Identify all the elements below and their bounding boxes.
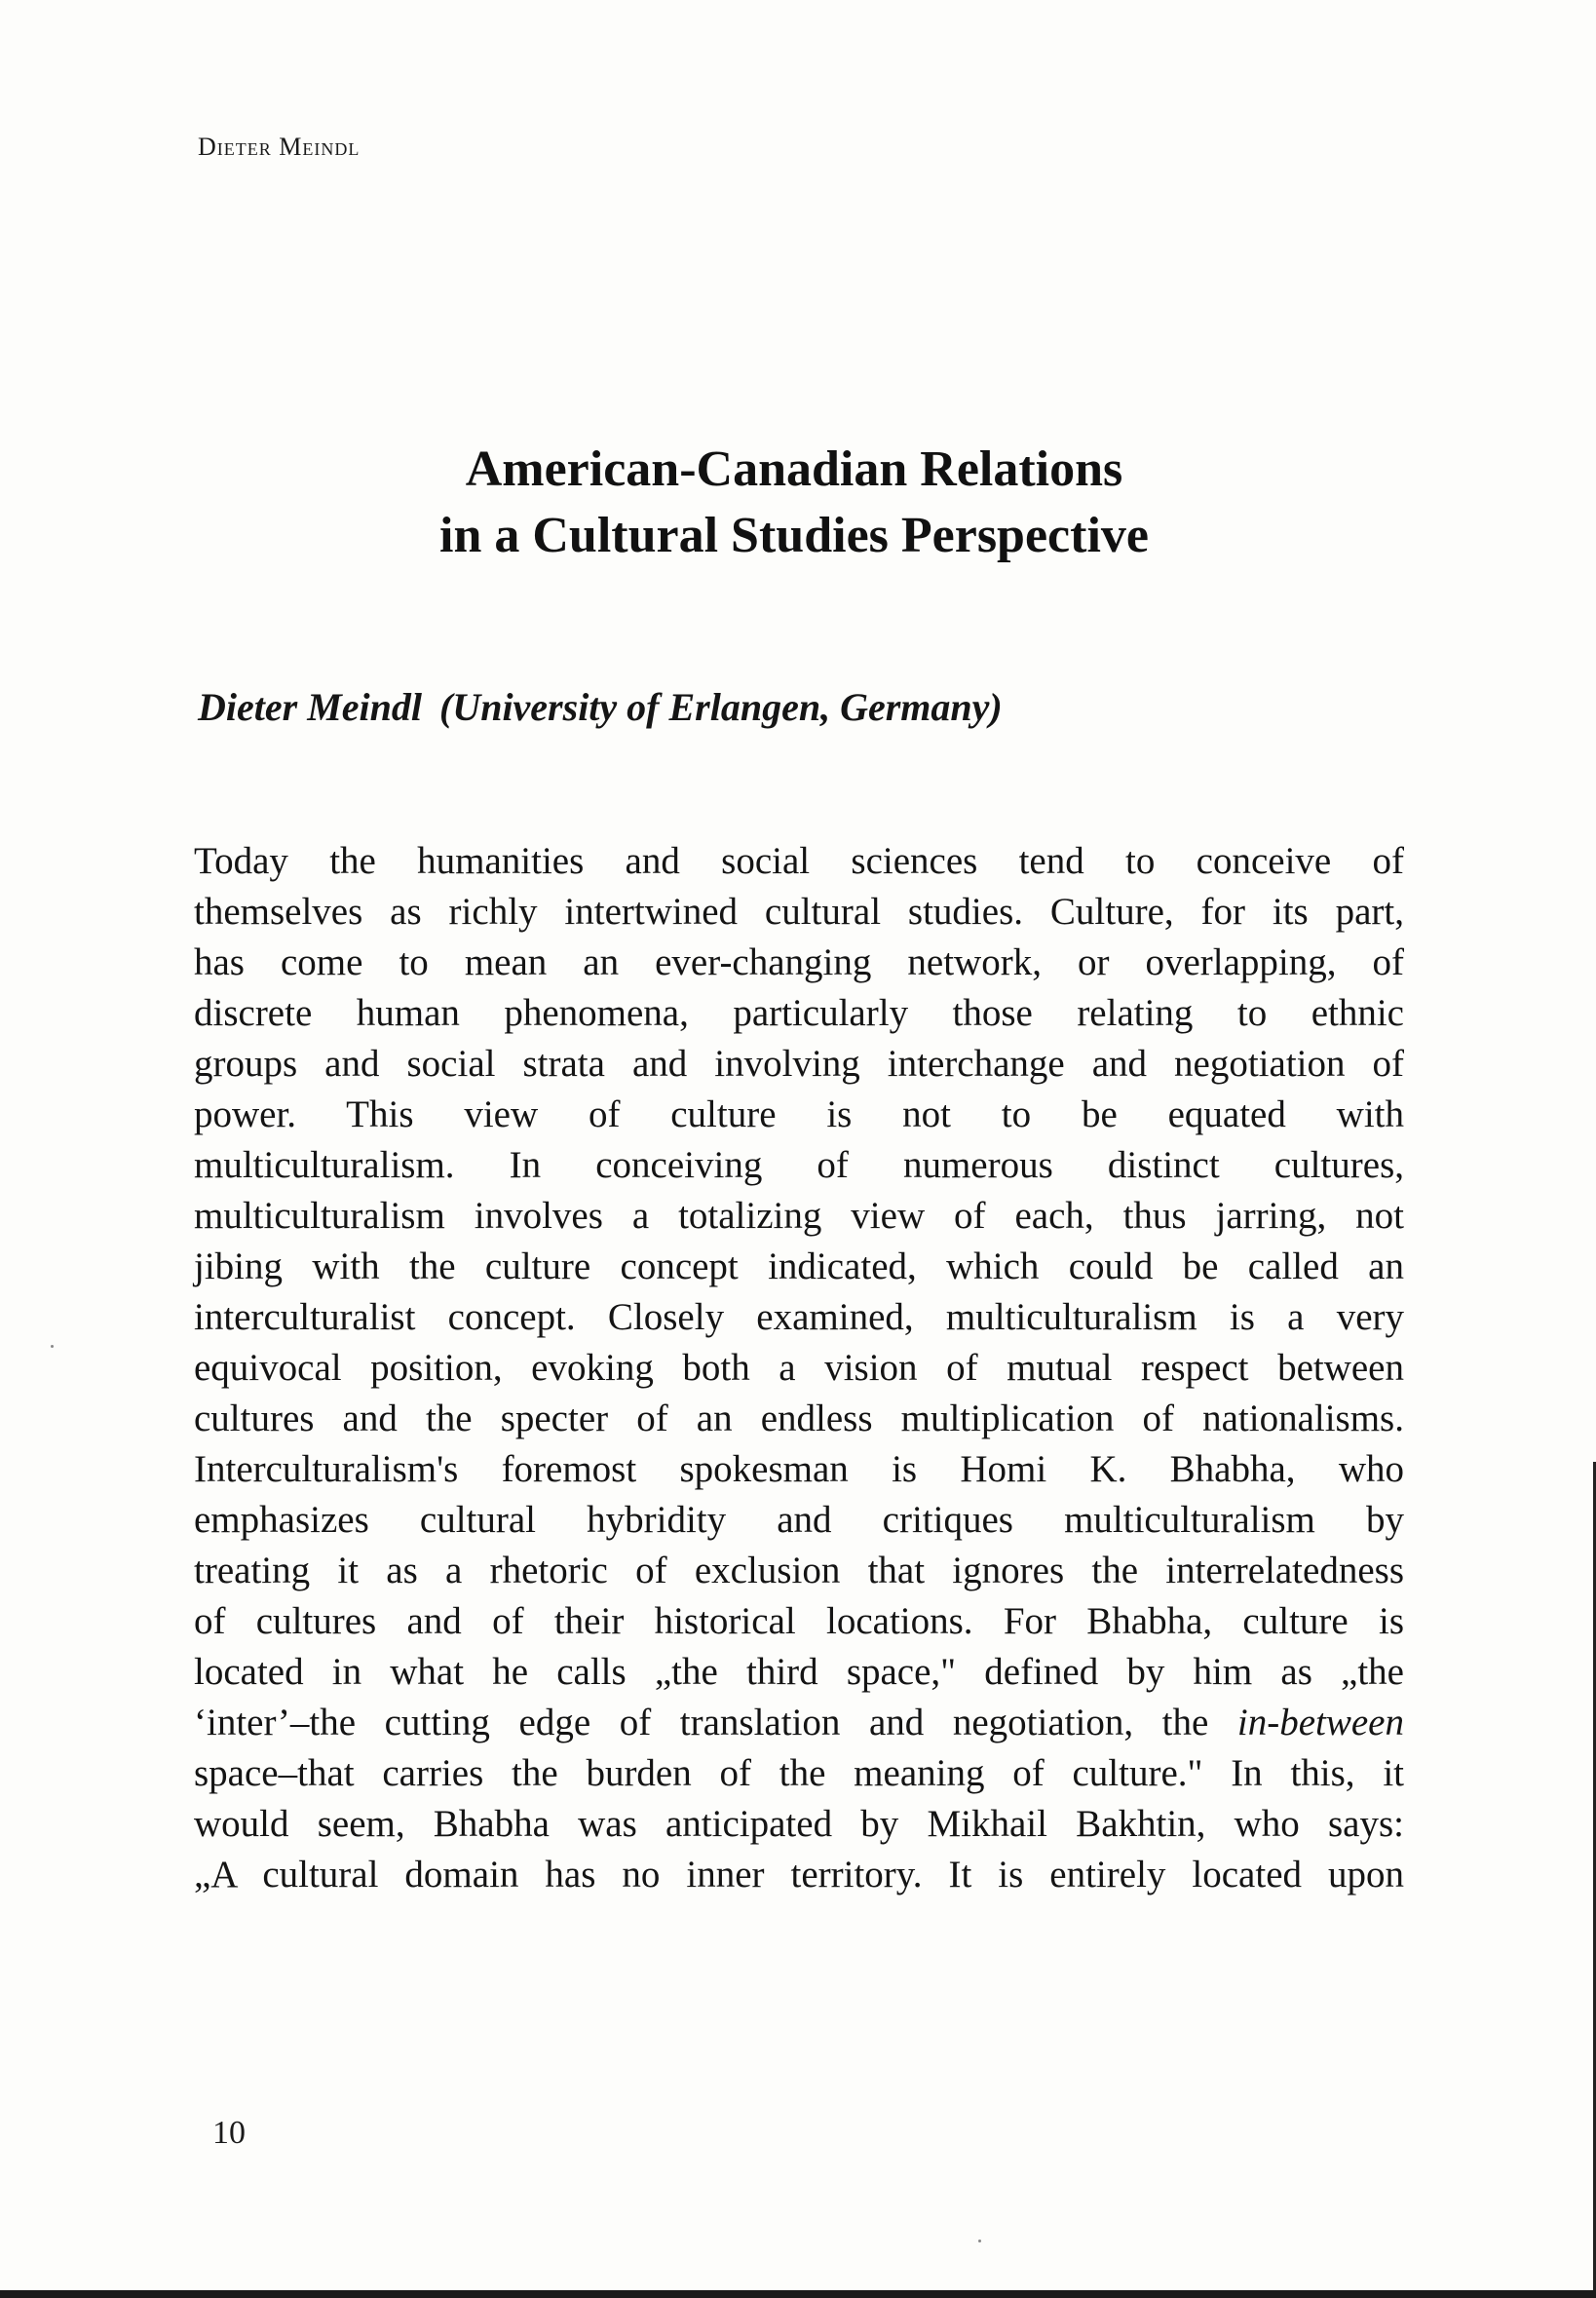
body-paragraph	[194, 836, 1404, 1900]
body-line: treating it as a rhetoric of exclusion that ignores the interrelatedness	[194, 1550, 1404, 1591]
article-title	[195, 437, 1393, 569]
scan-edge-bottom	[0, 2290, 1596, 2298]
body-line: power. This view of culture is not to be equated with	[194, 1093, 1404, 1135]
scan-speck	[51, 1345, 54, 1348]
body-line: groups and social strata and involving interchange and negotiation of	[194, 1043, 1404, 1085]
body-line: of cultures and of their historical locations. For Bhabha, culture is	[194, 1600, 1404, 1642]
body-line: would seem, Bhabha was anticipated by Mikhail Bakhtin, who says:	[194, 1803, 1404, 1845]
byline	[198, 684, 1003, 730]
body-line: cultures and the specter of an endless multiplication of nationalisms.	[194, 1398, 1404, 1439]
body-line: equivocal position, evoking both a vision of mutual respect between	[194, 1347, 1404, 1389]
body-line: multiculturalism involves a totalizing view of each, thus jarring, not	[194, 1195, 1404, 1237]
body-line-text: ‘inter’–the cutting edge of translation and negotiation, the	[194, 1702, 1237, 1743]
body-line: Today the humanities and social sciences tend to conceive of	[194, 840, 1404, 882]
body-line: Interculturalism's foremost spokesman is Homi K. Bhabha, who	[194, 1448, 1404, 1490]
body-line: multiculturalism. In conceiving of numerous distinct cultures,	[194, 1144, 1404, 1186]
italic-term: in-between	[1236, 1702, 1404, 1743]
scan-speck	[978, 2240, 981, 2242]
body-line-with-italic	[194, 1698, 1404, 1748]
body-line: located in what he calls „the third space," defined by him as „the	[194, 1651, 1404, 1693]
body-line: emphasizes cultural hybridity and critiques multiculturalism by	[194, 1499, 1404, 1541]
running-head: Dieter Meindl	[198, 133, 361, 161]
body-line: space–that carries the burden of the meaning of culture." In this, it	[194, 1752, 1404, 1794]
page-number: 10	[212, 2115, 246, 2151]
title-line-1: American-Canadian Relations	[465, 441, 1123, 497]
body-line: jibing with the culture concept indicated, which could be called an	[194, 1245, 1404, 1287]
body-line: interculturalist concept. Closely examined, multiculturalism is a very	[194, 1296, 1404, 1338]
body-line: has come to mean an ever-changing network, or overlapping, of	[194, 941, 1404, 983]
body-line: „A cultural domain has no inner territory. It is entirely located upon	[194, 1854, 1404, 1896]
author-affiliation: (University of Erlangen, Germany)	[438, 685, 1003, 729]
body-line: themselves as richly intertwined cultural studies. Culture, for its part,	[194, 891, 1404, 933]
author-name: Dieter Meindl	[198, 685, 422, 729]
title-line-2: in a Cultural Studies Perspective	[439, 508, 1149, 563]
body-line: discrete human phenomena, particularly those relating to ethnic	[194, 992, 1404, 1034]
